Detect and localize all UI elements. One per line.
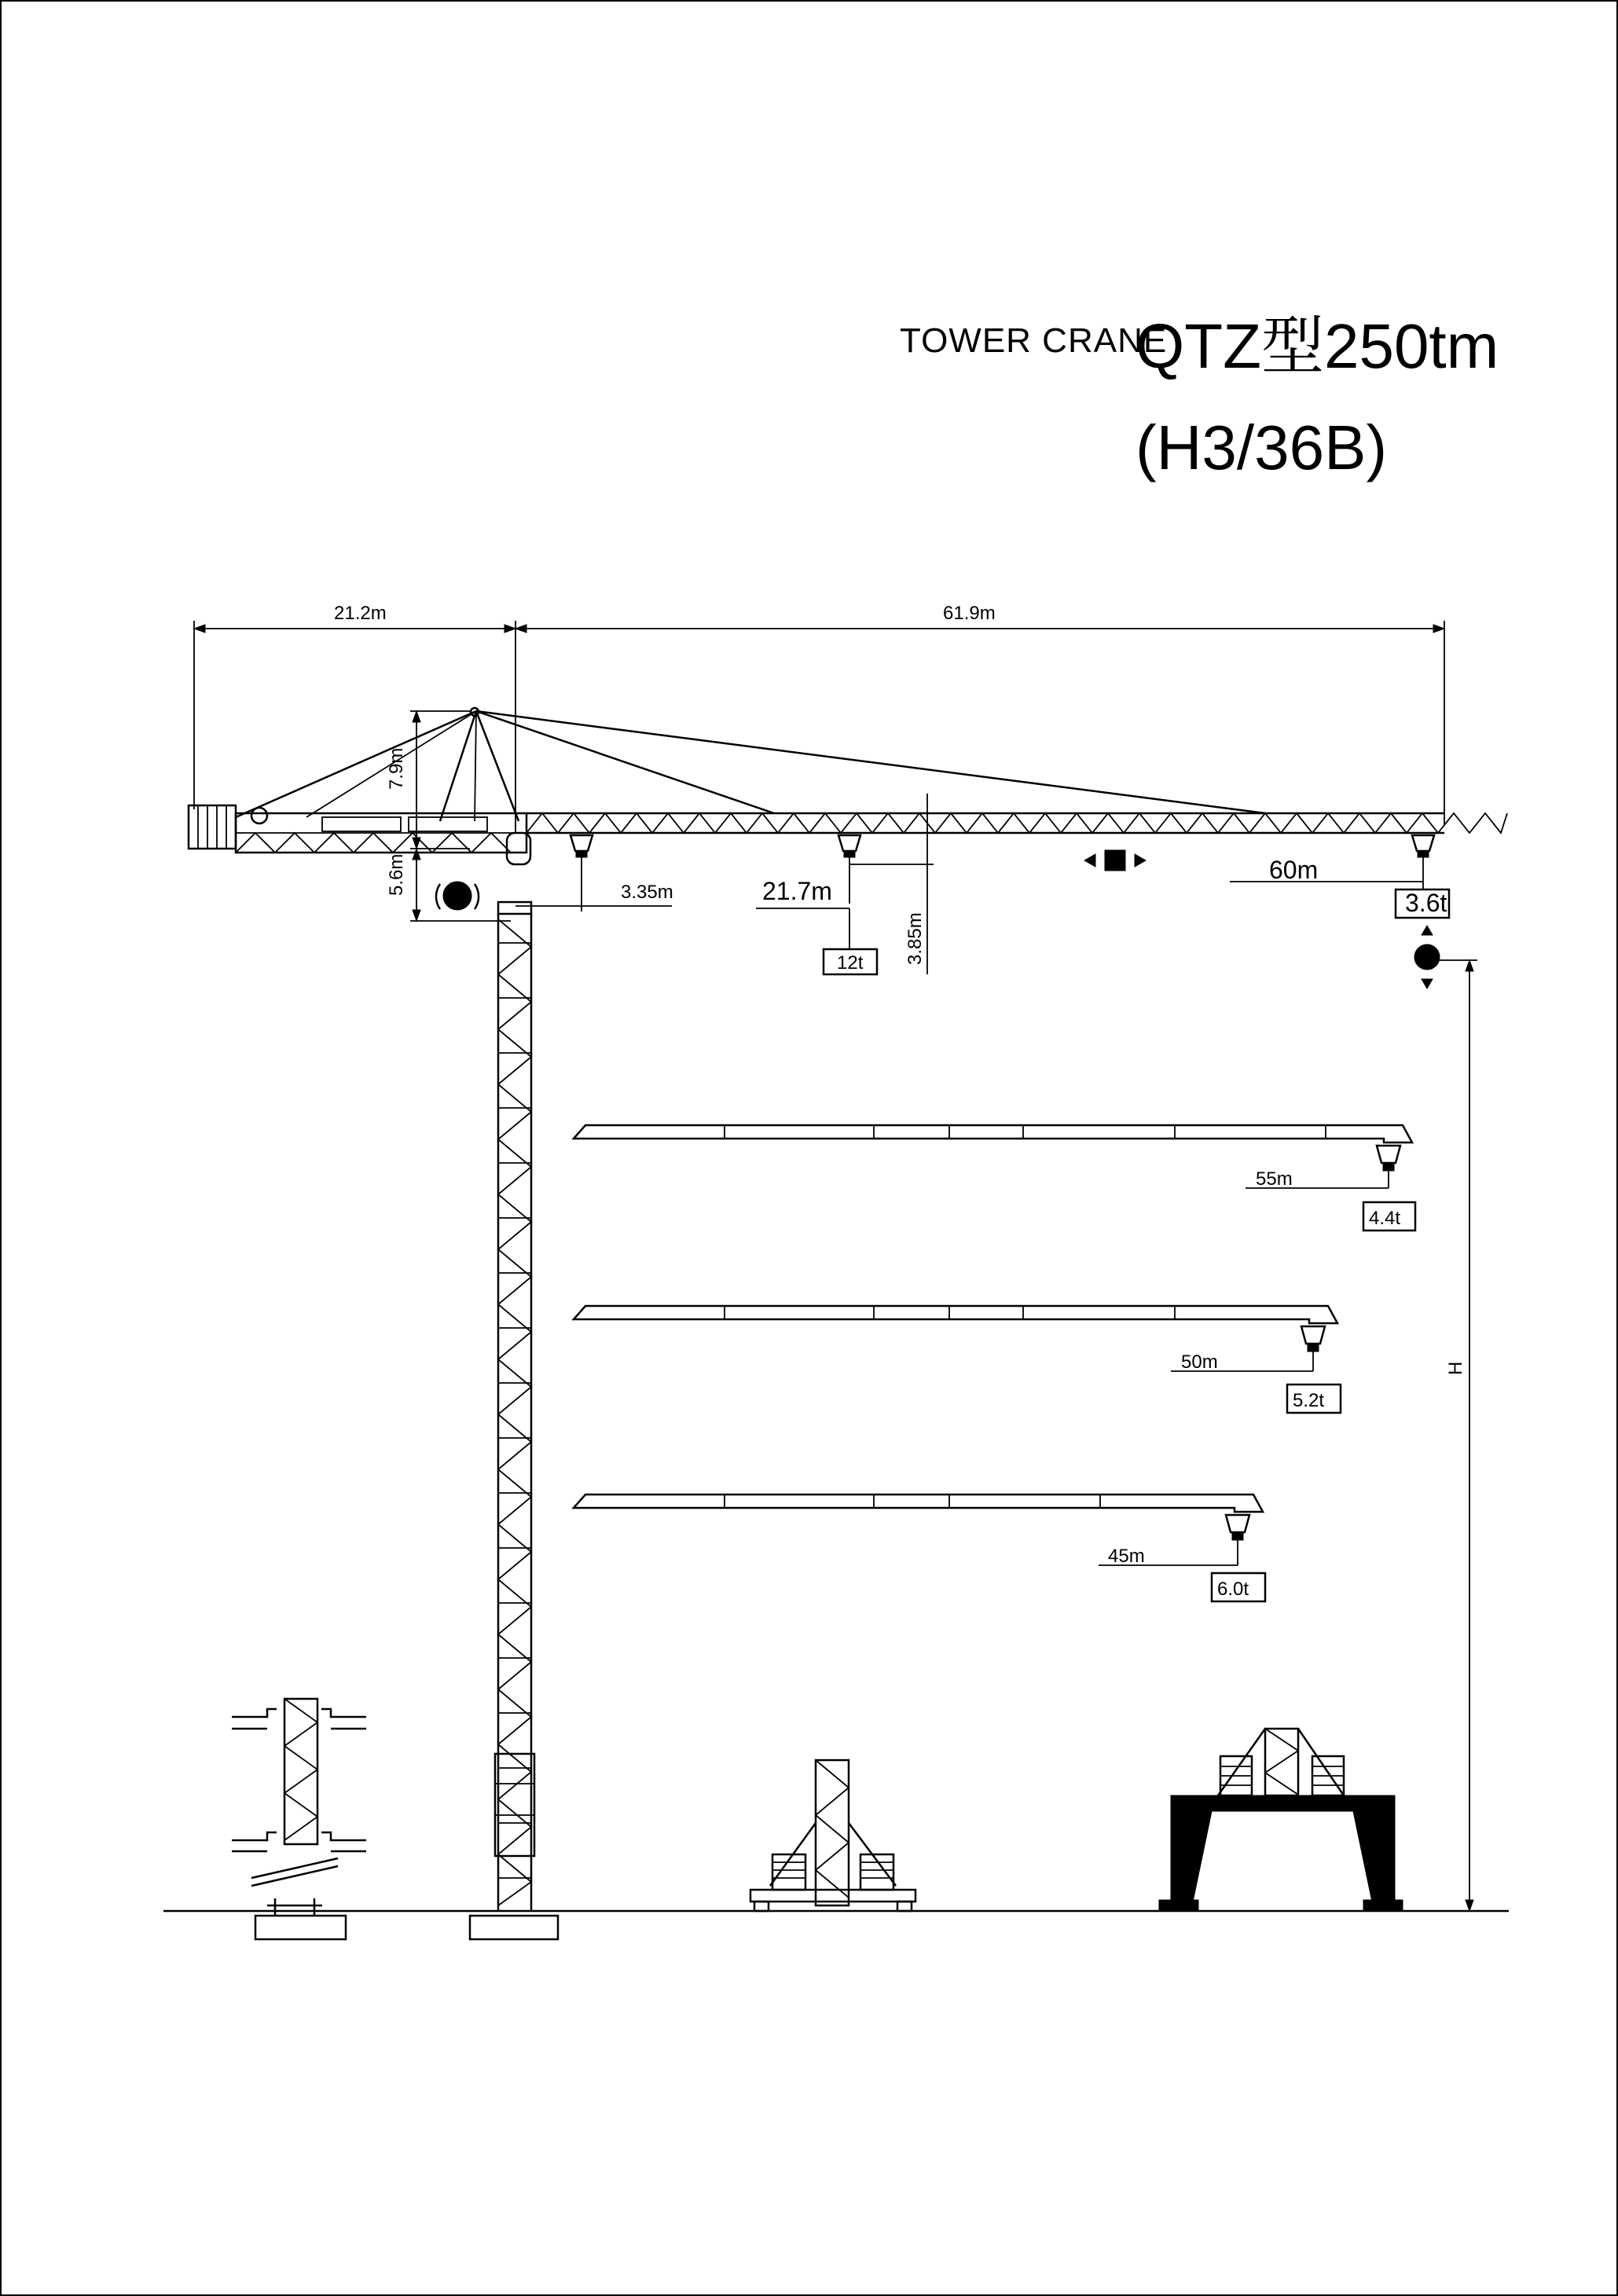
counter-jib-dimension: 21.2m (334, 603, 387, 624)
tip-50-radius: 50m (1181, 1352, 1218, 1373)
hook-max-load (838, 835, 860, 904)
anchor-detail (232, 1699, 366, 1939)
svg-text:H: H (1445, 1361, 1466, 1375)
title-model: QTZ型250tm (1136, 311, 1499, 381)
max-load-label: 12t (837, 952, 864, 974)
tip-55-radius: 55m (1256, 1168, 1293, 1190)
jib-45m (574, 1495, 1265, 1601)
tip-45-radius: 45m (1108, 1546, 1145, 1567)
cab-height-dimension: 5.6m (386, 853, 407, 896)
trolley-icon (1084, 850, 1146, 871)
counter-jib (189, 805, 526, 853)
svg-text:3.6t: 3.6t (1405, 889, 1447, 917)
svg-text:3.35m: 3.35m (621, 882, 673, 903)
hook-drop-dimension: 3.85m (904, 912, 926, 965)
title-code: (H3/36B) (1136, 413, 1388, 482)
tip-45-load: 6.0t (1217, 1579, 1249, 1600)
max-load-dimension (756, 794, 934, 974)
jib-55m (574, 1125, 1415, 1231)
min-radius-dimension (515, 868, 673, 911)
title-label: TOWER CRANE (900, 321, 1168, 360)
height-dimension (1445, 960, 1473, 1911)
hook-min-radius (571, 835, 593, 868)
tip-55-load: 4.4t (1369, 1208, 1401, 1229)
hoist-icon (1414, 926, 1477, 988)
tip-60-label (1230, 856, 1449, 918)
hook-tip (1412, 835, 1434, 876)
main-jib (526, 813, 1507, 833)
tip-50-load: 5.2t (1293, 1390, 1325, 1411)
gantry-base (1159, 1729, 1403, 1911)
svg-text:60m: 60m (1269, 856, 1319, 884)
mobile-base (750, 1760, 915, 1911)
slewing-unit (436, 833, 531, 914)
main-jib-dimension: 61.9m (943, 603, 996, 624)
jib-50m (574, 1306, 1341, 1413)
top-dimension (194, 603, 1444, 833)
svg-text:21.7m: 21.7m (762, 877, 832, 905)
tower-mast (470, 914, 558, 1939)
top-height-dimension: 7.9m (386, 747, 407, 790)
